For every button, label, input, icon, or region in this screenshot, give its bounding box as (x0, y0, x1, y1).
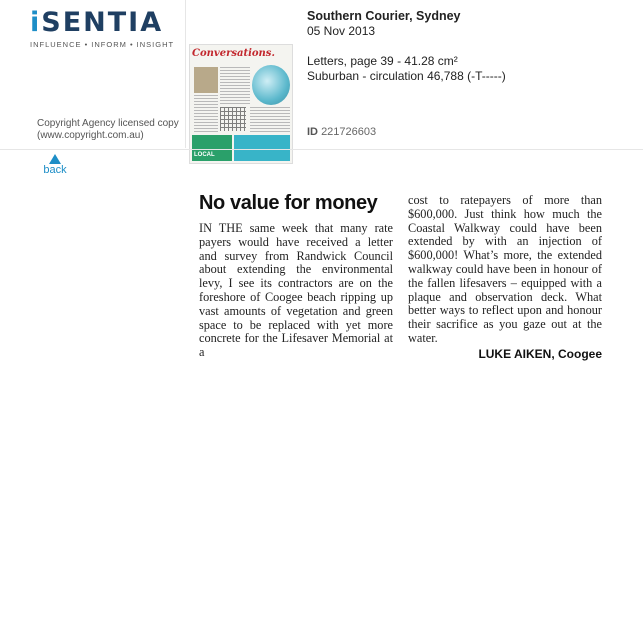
header-vertical-divider (185, 0, 186, 148)
copyright-line-2: (www.copyright.com.au) (37, 130, 144, 141)
back-link-label[interactable]: back (43, 164, 67, 176)
thumbnail-local-label: LOCAL (194, 152, 215, 158)
thumbnail-photo-globe (252, 65, 290, 105)
thumbnail-text-column (250, 107, 290, 133)
article-column-2: cost to ratepayers of more than $600,000. Just think how much the Coastal Walkway could have been extended by with an injection of $600,000! What’s more, the extended walkway could have been in honour of the fallen lifesavers – equipped with a plaque and observation deck. What better ways to reflect upon and honour their sacrifice as you gaze out at the water. (408, 193, 602, 345)
publication-date: 05 Nov 2013 (307, 24, 376, 38)
thumbnail-crossword (220, 107, 246, 131)
article-headline: No value for money (199, 192, 378, 214)
copyright-notice (37, 118, 179, 142)
thumbnail-ad-blue (234, 135, 290, 161)
thumbnail-photo-small (194, 67, 218, 93)
article-author: LUKE AIKEN, Coogee (478, 347, 602, 361)
section-page-size: Letters, page 39 - 41.28 cm² (307, 54, 458, 68)
article-column-1: IN THE same week that many rate payers would have received a letter and survey from Randwick Council about extending the environmental levy, I see its contractors are on the foreshore of Coogee beach ripping up vast amounts of vegetation and green space to be replaced with yet more concrete for the Lifesaver Memorial at a (199, 221, 393, 360)
isentia-logo (30, 8, 180, 49)
clipping-id (307, 126, 376, 138)
header-horizontal-divider (0, 149, 643, 150)
copyright-line-1: Copyright Agency licensed copy (37, 118, 179, 129)
back-button[interactable] (40, 154, 70, 176)
circulation-info: Suburban - circulation 46,788 (-T-----) (307, 69, 506, 83)
logo-text: SENTIA (41, 7, 164, 38)
up-arrow-icon (49, 154, 61, 164)
thumbnail-title: Conversations. (192, 48, 275, 59)
id-value: 221726603 (321, 126, 377, 138)
clipping-metadata (307, 9, 506, 84)
id-label: ID (307, 126, 318, 138)
publication-name: Southern Courier, Sydney (307, 9, 461, 23)
thumbnail-text-column (220, 67, 250, 105)
logo-tagline: INFLUENCE • INFORM • INSIGHT (30, 40, 175, 49)
logo-i: i (30, 7, 42, 38)
page-thumbnail[interactable] (189, 44, 293, 164)
thumbnail-text-column (194, 95, 218, 133)
logo-wordmark (30, 8, 180, 38)
